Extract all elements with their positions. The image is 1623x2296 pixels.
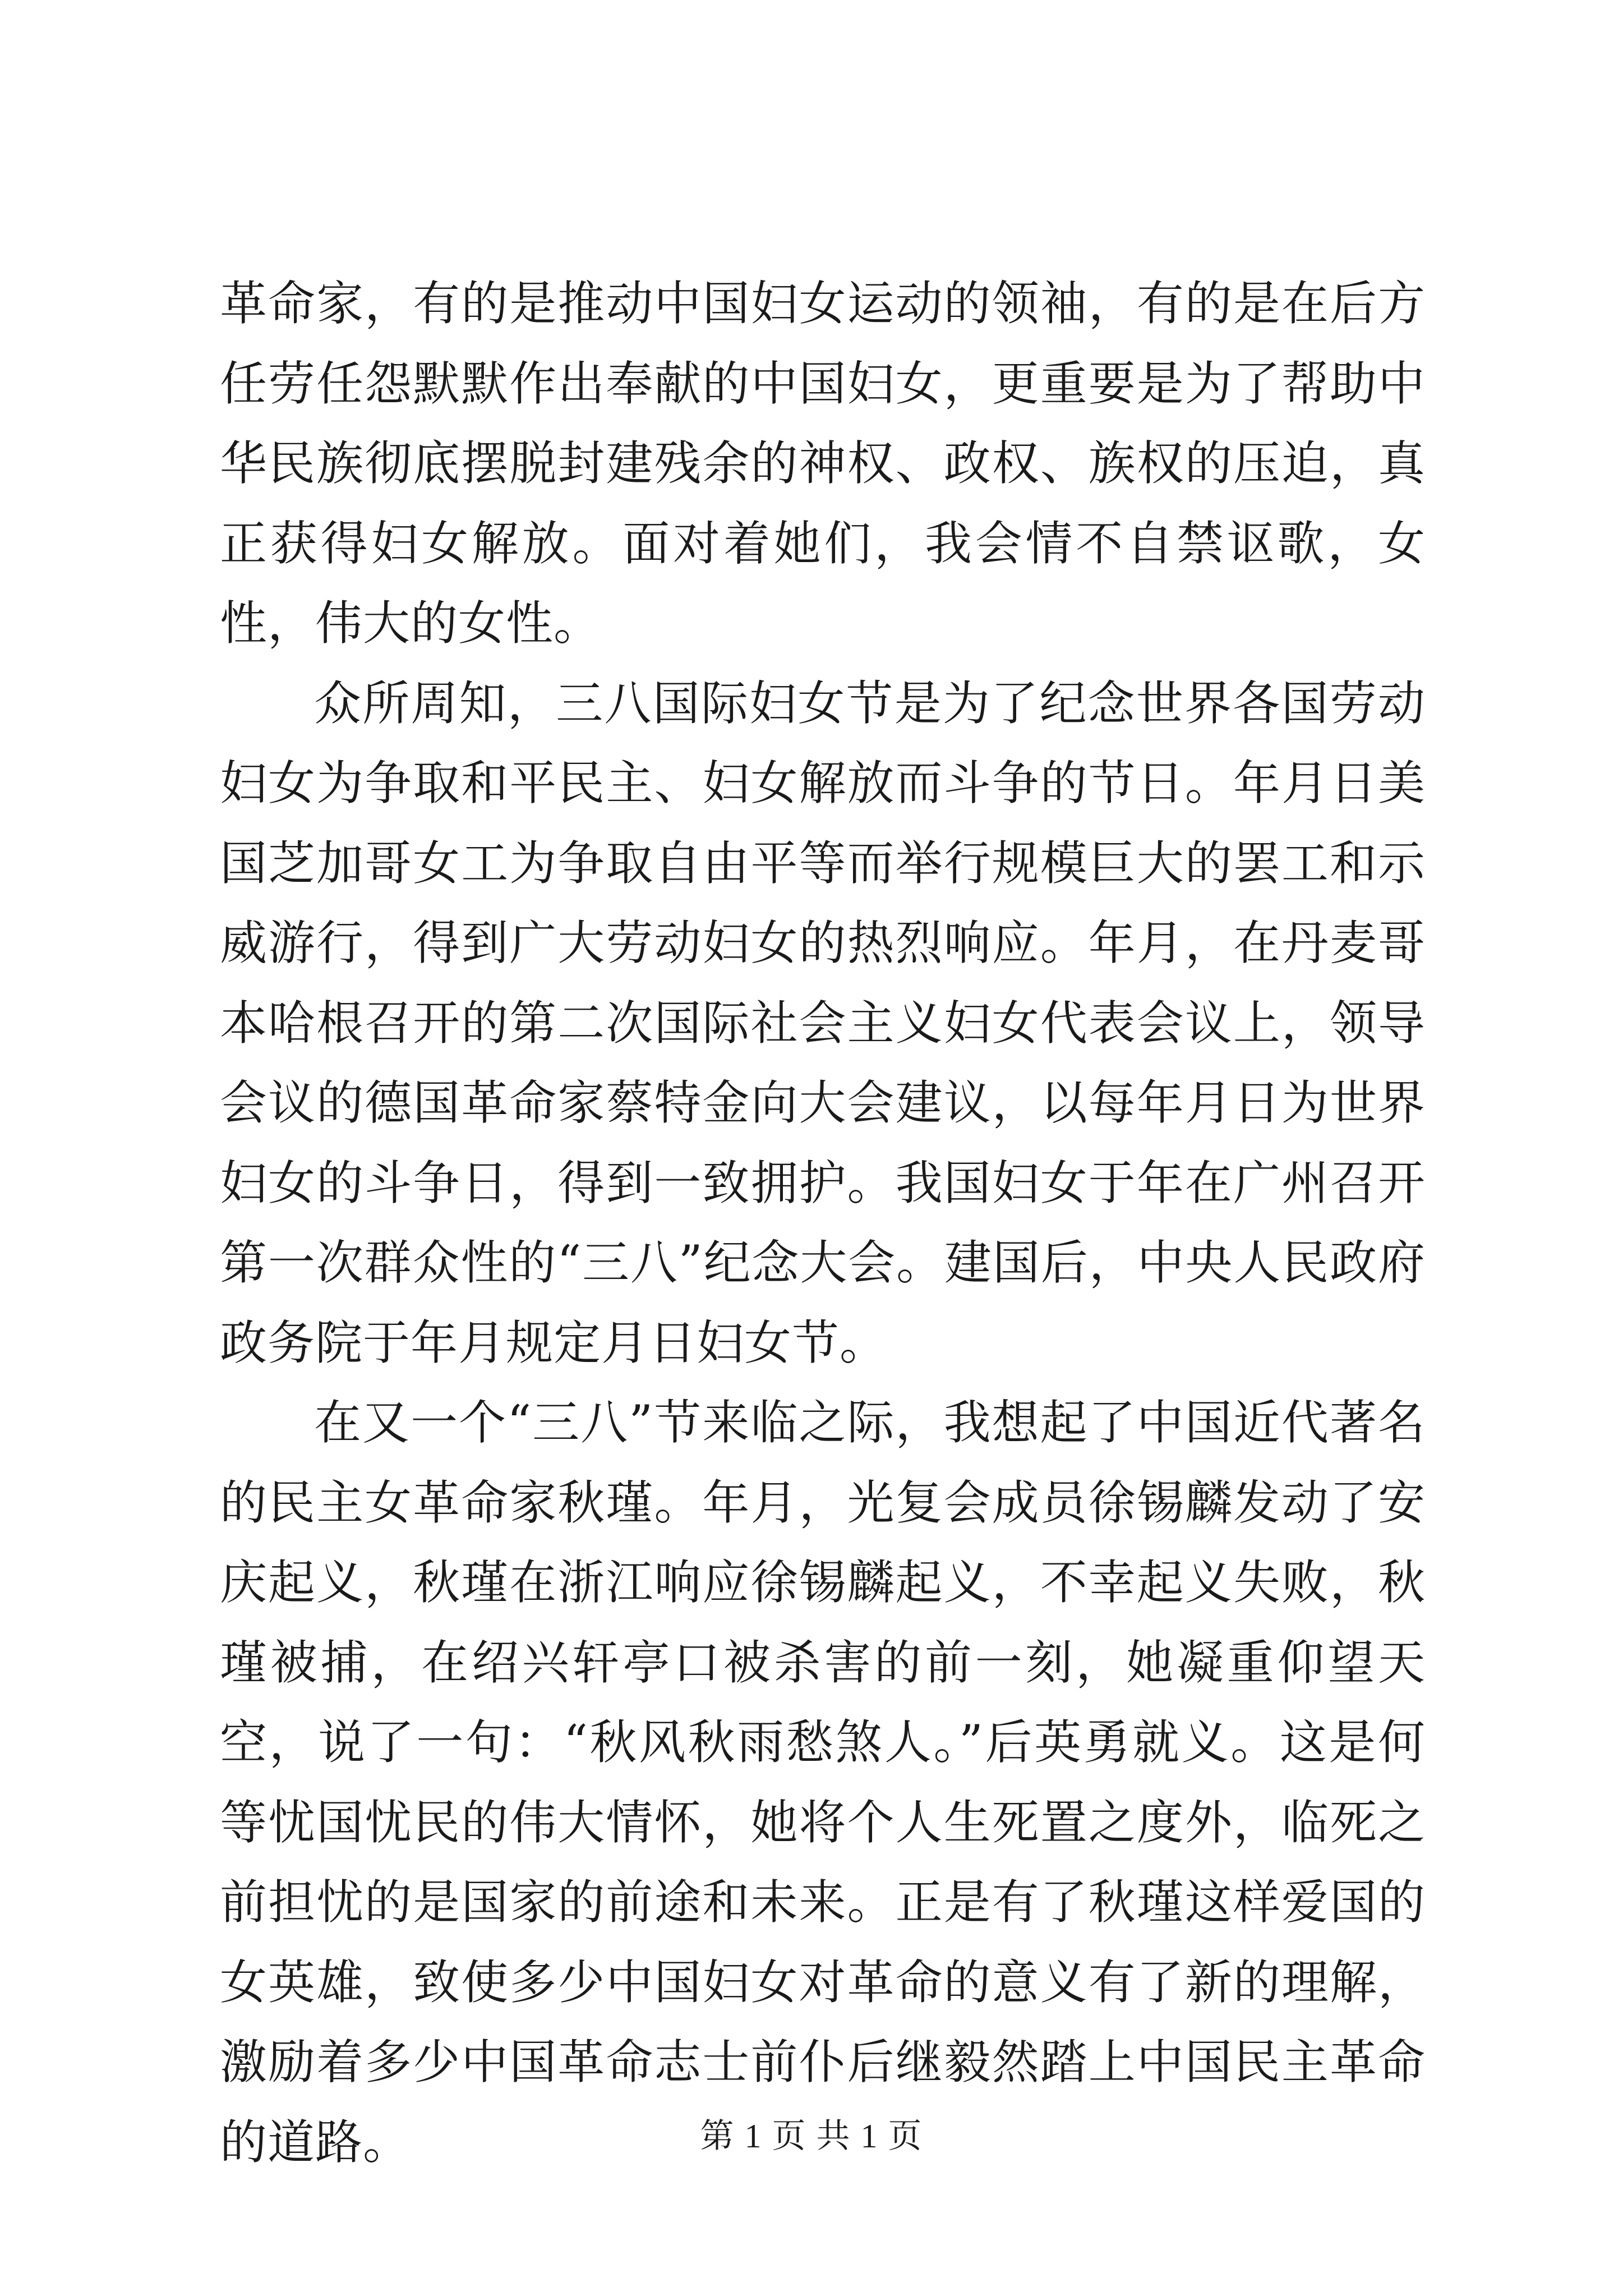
paragraph-2: 众所周知，三八国际妇女节是为了纪念世界各国劳动妇女为争取和平民主、妇女解放而斗争的节日。年月日美国芝加哥女工为争取自由平等而举行规模巨大的罢工和示威游行，得到广大劳动妇女的热烈响应。年月，在丹麦哥本哈根召开的第二次国际社会主义妇女代表会议上，领导会议的德国革命家蔡特金向大会建议，以每年月日为世界妇女的斗争日，得到一致拥护。我国妇女于年在广州召开第一次群众性的“三八”纪念大会。建国后，中央人民政府政务院于年月规定月日妇女节。 <box>220 675 1426 1370</box>
page-footer: 第 1 页 共 1 页 <box>700 2118 923 2155</box>
paragraph-1: 革命家，有的是推动中国妇女运动的领袖，有的是在后方任劳任怨默默作出奉献的中国妇女，更重要是为了帮助中华民族彻底摆脱封建残余的神权、政权、族权的压迫，真正获得妇女解放。面对着她们，我会情不自禁讴歌，女性，伟大的女性。 <box>220 276 1426 651</box>
document-body <box>220 264 1426 2182</box>
paragraph-3: 在又一个“三八”节来临之际，我想起了中国近代著名的民主女革命家秋瑾。年月，光复会成员徐锡麟发动了安庆起义，秋瑾在浙江响应徐锡麟起义，不幸起义失败，秋瑾被捕，在绍兴轩亭口被杀害的前一刻，她凝重仰望天空，说了一句：“秋风秋雨愁煞人。”后英勇就义。这是何等忧国忧民的伟大情怀，她将个人生死置之度外，临死之前担忧的是国家的前途和未来。正是有了秋瑾这样爱国的女英雄，致使多少中国妇女对革命的意义有了新的理解，激励着多少中国革命志士前仆后继毅然踏上中国民主革命的道路。 <box>220 1395 1426 2170</box>
